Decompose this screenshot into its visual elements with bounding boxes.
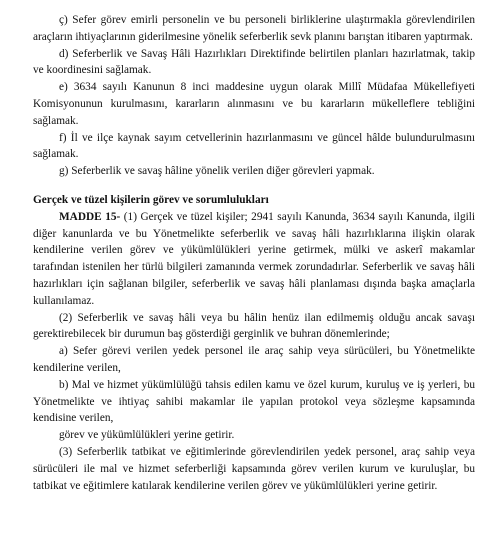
madde-15-text-1: (1) Gerçek ve tüzel kişiler; 2941 sayılı Kanunda, 3634 sayılı Kanunda, ilgili diğer kanunlarda ve bu Yönetmelikte seferberlik ve savaş hâli hazırlıklarına ilişkin olarak kendilerine verilen görev ve yükümlülükleri yerine getirmek, mülki ve askerî makamlar tarafından istenilen her türlü bilgileri zamanında vermek zorundadırlar. Seferberlik ve savaş hâli hazırlıkları için sağlanan bilgiler, seferberlik ve savaş hâli planlaması dışında başka amaçlarla kullanılamaz. [33,210,476,307]
madde-15-item-b: b) Mal ve hizmet yükümlülüğü tahsis edilen kamu ve özel kurum, kuruluş ve iş yerleri, bu Yönetmelikte ve ihtiyaç sahibi makamlar ile yapılan protokol veya sözleşme kapsamında kendisine verilen, [33,378,475,425]
paragraph-g: g) Seferberlik ve savaş hâline yönelik verilen diğer görevleri yapmak. [59,165,375,178]
madde-15-tail: görev ve yükümlülükleri yerine getirir. [59,429,235,442]
madde-15-paragraph-3: (3) Seferberlik tatbikat ve eğitimlerinde görevlendirilen yedek personel, araç sahip veya sürücüleri ile mal ve hizmet seferberliği kapsamında görev verilen kurum ve kuruluşlar, bu tatbikat ve eğitimlere katılarak kendilerine verilen görev ve yükümlülükleri yerine getirir. [33,445,475,492]
madde-15-item-a: a) Sefer görevi verilen yedek personel ile araç sahip veya sürücüleri, bu Yönetmelikte kendilerine verilen, [33,345,475,374]
madde-15-paragraph-2: (2) Seferberlik ve savaş hâli veya bu hâlin henüz ilan edilmemiş olduğu ancak savaşı gerektirebilecek bir durumun baş gösterdiği gerginlik ve buhran dönemlerinde; [33,311,475,341]
section-heading: Gerçek ve tüzel kişilerin görev ve sorumlulukları [33,193,269,206]
madde-15-paragraph-1 [33,209,475,310]
paragraph-c: ç) Sefer görev emirli personelin ve bu personeli birliklerine ulaştırmakla görevlendirilen araçların ihtiyaçlarının giderilmesine yönelik seferberlik sevk planını barıştan itibaren yaptırmak. [33,14,475,43]
madde-label: MADDE 15- [59,210,121,223]
paragraph-d: d) Seferberlik ve Savaş Hâli Hazırlıkları Direktifinde belirtilen planları hazırlatmak, takip ve koordinesini sağlamak. [33,47,475,77]
paragraph-e: e) 3634 sayılı Kanunun 8 inci maddesine uygun olarak Millî Müdafaa Mükellefiyeti Komisyonunun kurulmasını, kararların alınmasını ve bu kararların mükelleflere tebliğini sağlamak. [33,81,475,127]
paragraph-f: f) İl ve ilçe kaynak sayım cetvellerinin hazırlanmasını ve güncel hâlde bulundurulmasını sağlamak. [33,131,475,161]
